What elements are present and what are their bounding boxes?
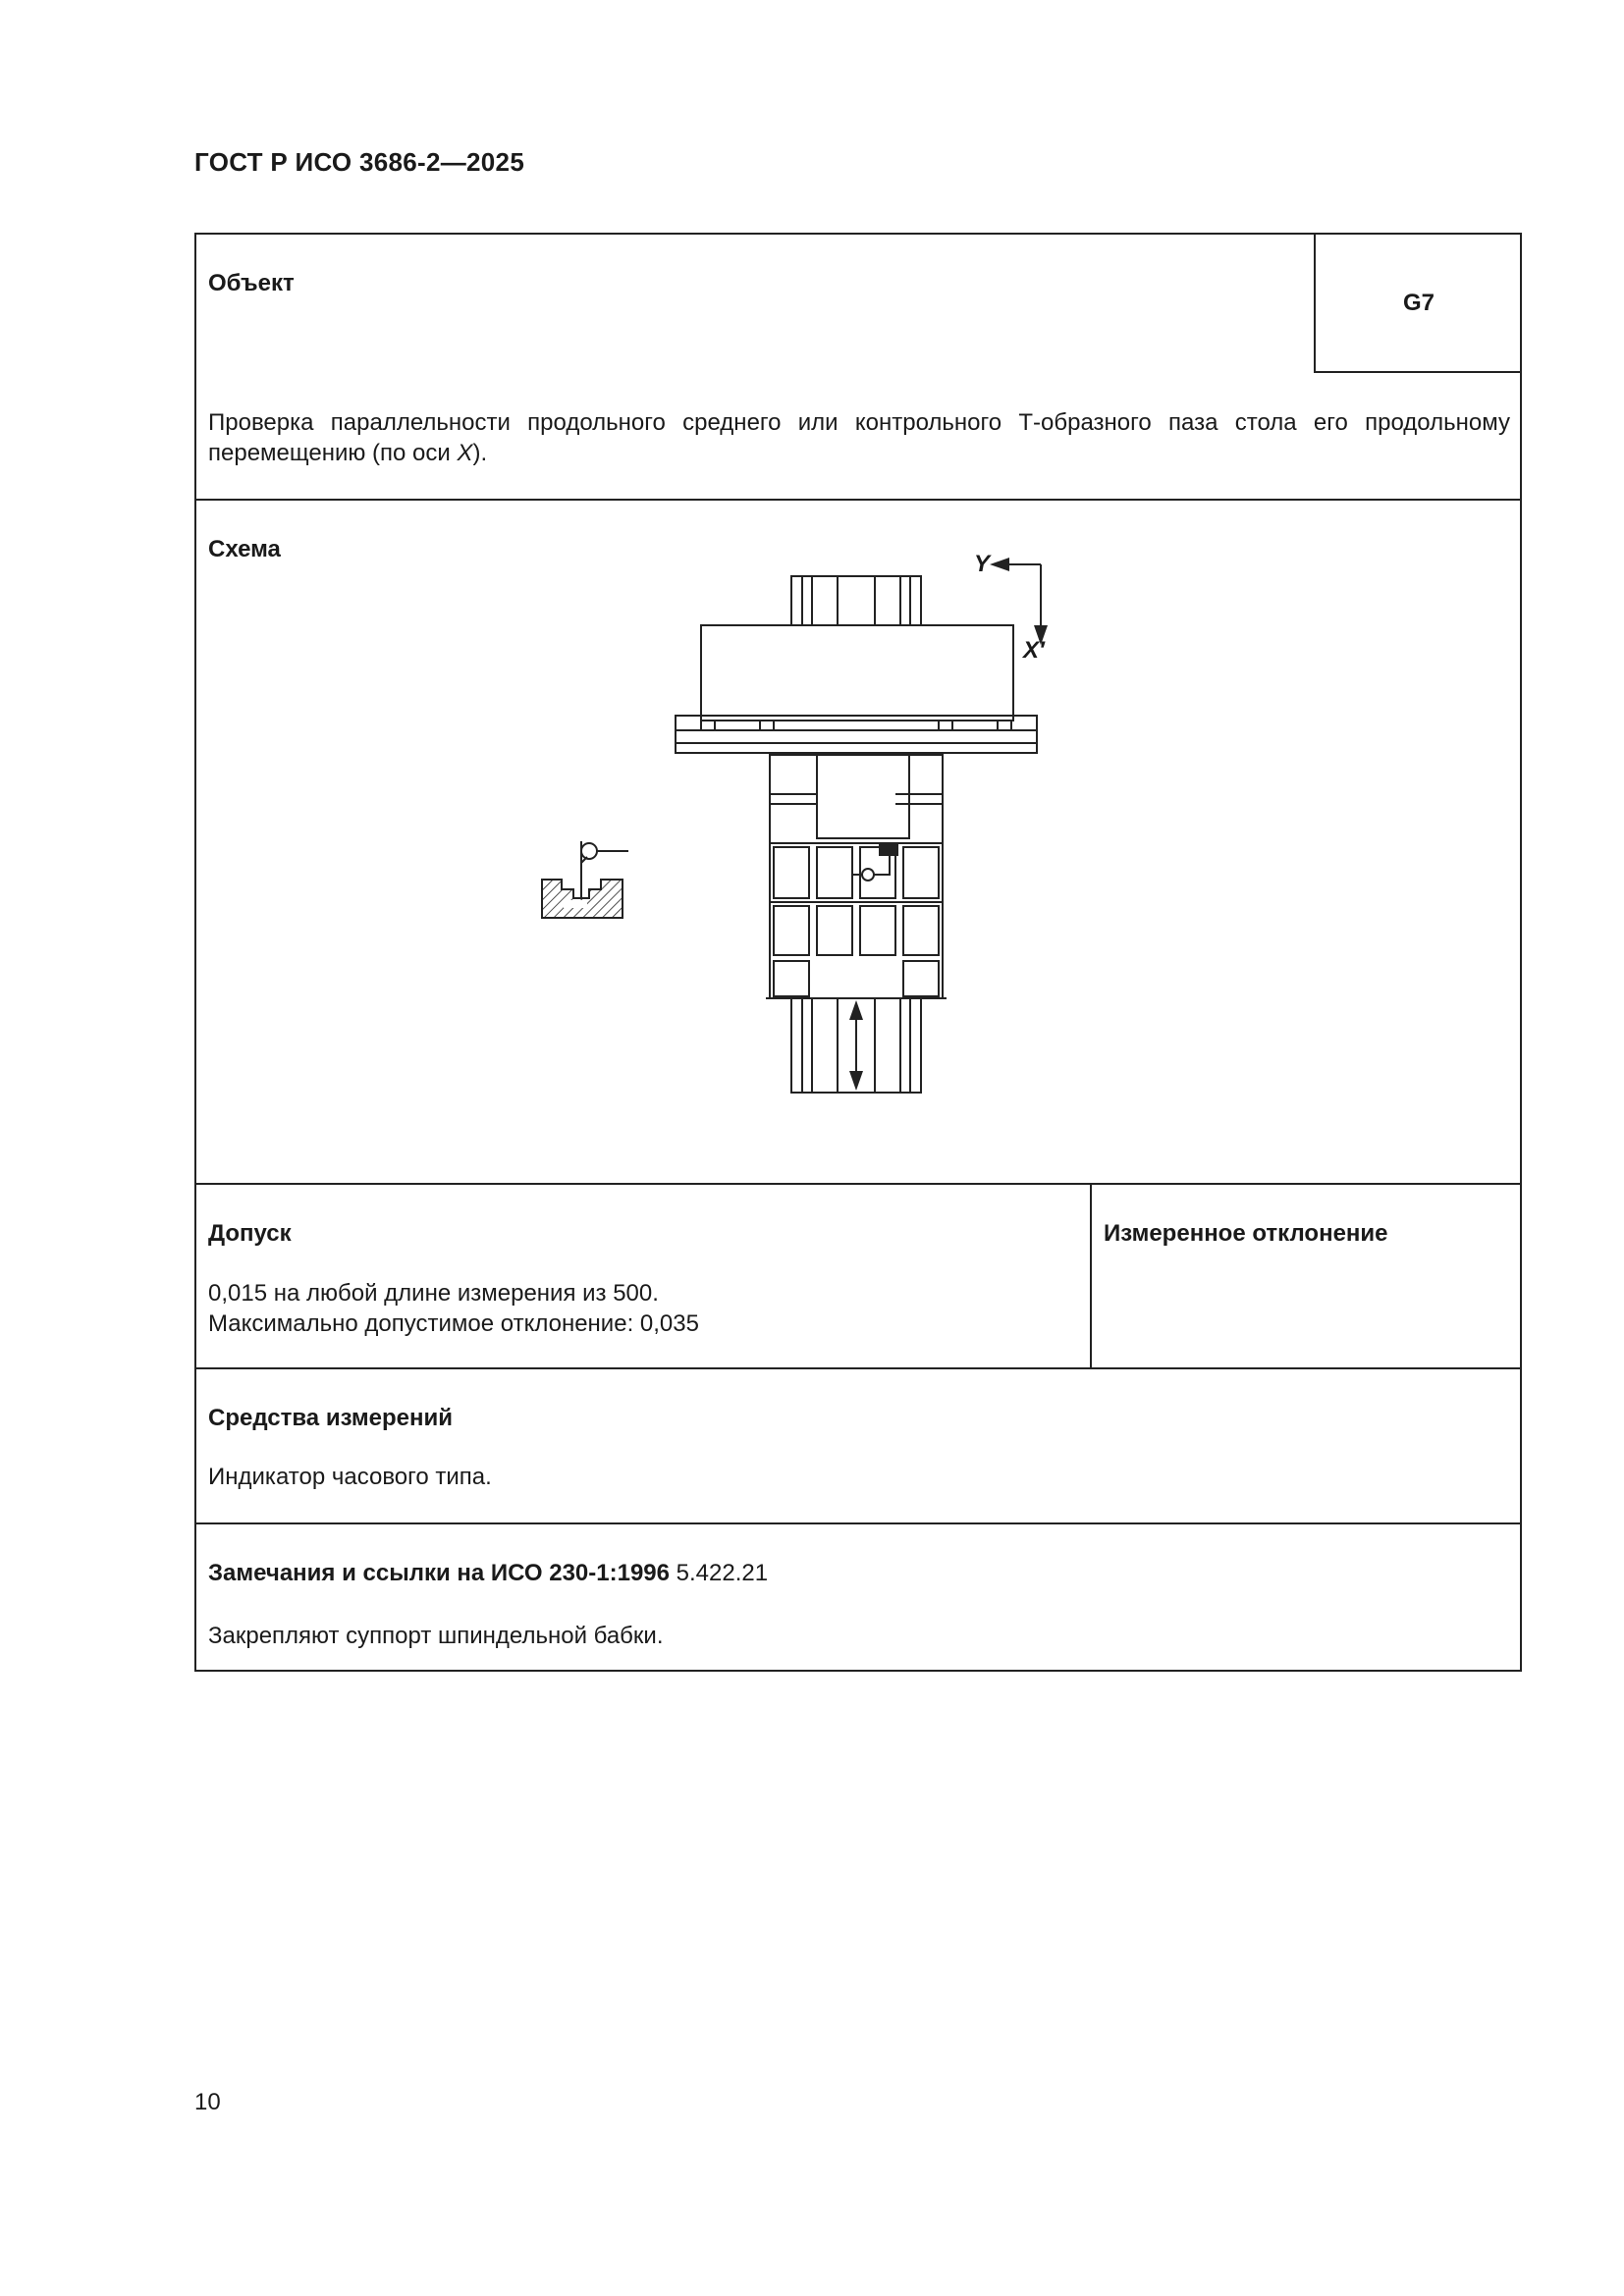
object-label: Объект xyxy=(208,270,295,296)
instruments-label: Средства измерений xyxy=(208,1405,454,1431)
object-description-line1: Проверка параллельности продольного среднего или контрольного Т-образного паза стола его продольному xyxy=(208,409,1510,436)
divider-schema-tolerance xyxy=(196,1183,1520,1185)
remarks-reference: 5.422.21 xyxy=(669,1560,769,1586)
machine-drawing xyxy=(676,576,1037,1093)
description-text-pre: перемещению (по оси xyxy=(208,440,458,466)
schema-drawing xyxy=(196,235,1522,1216)
page-number: 10 xyxy=(194,2089,221,2115)
dial-indicator-on-table xyxy=(852,843,897,881)
remarks-label: Замечания и ссылки на ИСО 230-1:1996 xyxy=(208,1560,670,1586)
tolerance-label: Допуск xyxy=(208,1220,292,1247)
axis-y-label: Y xyxy=(974,551,991,577)
divider-tolerance-instruments xyxy=(196,1367,1520,1369)
remarks-text: Закрепляют суппорт шпиндельной бабки. xyxy=(208,1623,664,1649)
measured-deviation-label: Измеренное отклонение xyxy=(1104,1220,1388,1247)
test-code: G7 xyxy=(1402,289,1435,316)
axis-x-label: X′ xyxy=(1023,637,1045,664)
description-axis: X xyxy=(457,440,473,466)
description-text-post: ). xyxy=(472,440,488,466)
document-code-header: ГОСТ Р ИСО 3686-2—2025 xyxy=(194,147,525,177)
spindle-head-block xyxy=(701,625,1013,721)
divider-tolerance-deviation xyxy=(1090,1183,1092,1367)
tolerance-line2: Максимально допустимое отклонение: 0,035 xyxy=(208,1310,699,1337)
schema-label: Схема xyxy=(208,536,281,562)
instruments-text: Индикатор часового типа. xyxy=(208,1464,492,1490)
t-slot-section-detail xyxy=(542,841,628,918)
tolerance-line1: 0,015 на любой длине измерения из 500. xyxy=(208,1280,659,1307)
test-sheet-table xyxy=(194,233,1522,1672)
divider-instruments-remarks xyxy=(196,1522,1520,1524)
remarks-heading xyxy=(208,1558,768,1588)
table-body xyxy=(766,755,947,998)
spindle-head-top xyxy=(791,576,921,625)
